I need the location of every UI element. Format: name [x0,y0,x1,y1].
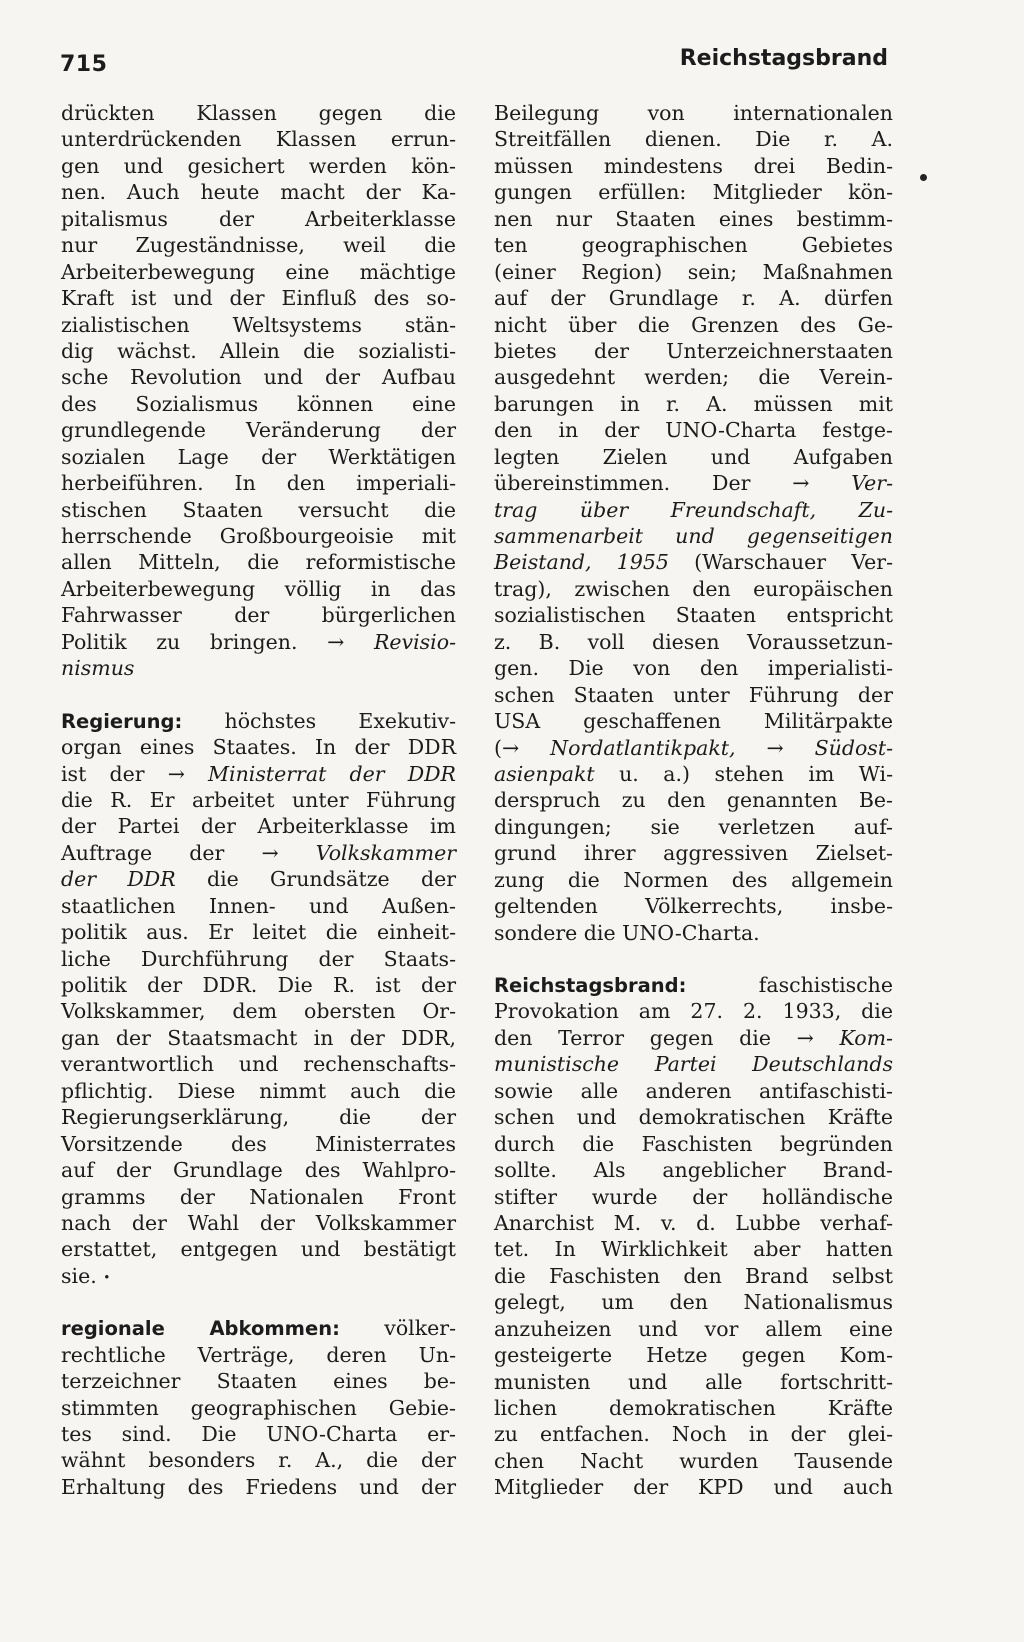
arrow-icon: → [792,471,810,496]
entry-body [494,1078,893,1501]
body-line: sche Revolution und der Aufbau [61,365,456,390]
body-line: gelegt, um den Nationalismus [494,1290,893,1315]
body-text: ( [494,735,502,760]
body-text: sie. [61,1263,97,1288]
body-line: herrschende Großbourgeoisie mit [61,524,456,548]
body-line: munisten und alle fortschritt- [494,1369,893,1394]
body-line: nicht über die Grenzen des Ge- [494,312,893,337]
cross-reference[interactable]: sammenarbeit und gegenseitigen [494,524,893,548]
body-line: unterdrückenden Klassen errun- [61,127,456,152]
body-line: nen nur Staaten eines bestimm- [494,206,893,231]
body-line: politik der DDR. Die R. ist der [61,973,456,997]
body-text: faschistische [686,973,893,997]
body-line: chen Nacht wurden Tausende [494,1448,893,1473]
body-line: zu entfachen. Noch in der glei- [494,1422,893,1447]
body-line: die Faschisten den Brand selbst [494,1263,893,1288]
body-line: Mitglieder der KPD und auch [494,1475,893,1500]
body-line: sozialistischen Staaten entspricht [494,603,893,628]
body-text: ist der [61,761,168,786]
body-line: politik aus. Er leitet die einheit- [61,920,456,945]
body-line: herbeiführen. In den imperiali- [61,471,456,496]
arrow-icon: → [502,735,520,760]
entry-body [494,100,893,470]
body-line: nen. Auch heute macht der Ka- [61,180,456,205]
arrow-icon: → [796,1025,814,1050]
cross-reference[interactable]: asienpakt [494,761,595,786]
body-line: (einer Region) sein; Maßnahmen [494,259,893,284]
body-line: sondere die UNO-Charta. [494,920,760,945]
cross-reference[interactable]: Kom- [813,1025,893,1050]
arrow-icon: → [167,761,185,786]
body-line: nur Zugeständnisse, weil die [61,233,456,258]
body-line: Volkskammer, dem obersten Or- [61,999,456,1024]
body-line: dig wächst. Allein die sozialisti- [61,338,456,363]
body-line: tes sind. Die UNO-Charta er- [61,1422,456,1446]
body-line: Fahrwasser der bürgerlichen [61,603,456,628]
body-line: sowie alle anderen antifaschisti- [494,1078,893,1103]
body-text: Auftrage der [61,840,262,865]
body-line: lichen demokratischen Kräfte [494,1396,893,1420]
body-line: pflichtig. Diese nimmt auch die [61,1078,456,1103]
entry-body [61,1342,456,1501]
body-text: die Grundsätze der [175,867,456,892]
body-line: Anarchist M. v. d. Lubbe verhaf- [494,1210,893,1235]
body-line: allen Mitteln, die reformistische [61,550,456,575]
cross-reference[interactable]: Ministerrat der DDR [184,761,456,786]
body-line: verantwortlich und rechenschafts- [61,1052,456,1077]
body-line: derspruch zu den genannten Be- [494,788,893,813]
entry-term: regionale Abkommen: [61,1317,340,1341]
body-line: Arbeiterbewegung völlig in das [61,576,456,601]
body-line: auf der Grundlage des Wahlpro- [61,1158,456,1183]
body-text: völker- [339,1316,456,1341]
entry-body [61,893,456,1263]
entry-term: Reichstagsbrand: [494,974,687,997]
cross-reference[interactable]: Südost- [783,735,893,760]
body-line: grund ihrer aggressiven Zielset- [494,841,893,866]
body-text: (Warschauer Ver- [668,550,893,575]
body-line: auf der Grundlage r. A. dürfen [494,286,893,311]
cross-reference[interactable]: trag über Freundschaft, Zu- [494,497,893,522]
body-line: zialistischen Weltsystems stän- [61,312,456,337]
body-line: den in der UNO-Charta festge- [494,418,893,443]
body-line: schen Staaten unter Führung der [494,682,893,707]
cross-reference[interactable]: munistische Partei Deutschlands [494,1052,893,1077]
body-line: müssen mindestens drei Bedin- [494,153,893,178]
body-line: tet. In Wirklichkeit aber hatten [494,1237,893,1262]
body-line: Beilegung von internationalen [494,101,893,125]
body-line: liche Durchführung der Staats- [61,946,456,971]
body-line: drückten Klassen gegen die [61,101,456,125]
entry-body [494,787,893,919]
cross-reference[interactable]: Volkskammer [278,840,456,865]
bullet-mark: • [103,1270,111,1285]
body-line: Regierungserklärung, die der [61,1105,456,1130]
body-line: die R. Er arbeitet unter Führung [61,787,456,812]
body-line: Kraft ist und der Einfluß des so- [61,286,456,311]
body-line: barungen in r. A. müssen mit [494,391,893,416]
cross-reference[interactable]: Beistand, 1955 [494,550,669,575]
body-line: legten Zielen und Aufgaben [494,444,893,469]
body-line: grundlegende Veränderung der [61,418,456,443]
arrow-icon: → [261,840,279,865]
entry-regierung [61,708,456,1290]
entry-regionale-abkommen [61,1315,456,1500]
body-line: schen und demokratischen Kräfte [494,1105,893,1130]
body-text: übereinstimmen. Der [494,471,793,496]
body-line: zung die Normen des allgemein [494,867,893,892]
body-text: den Terror gegen die [494,1025,797,1050]
body-line: geltenden Völkerrechts, insbe- [494,894,893,919]
cross-reference[interactable]: Nordatlantikpakt, [519,735,767,760]
body-line: USA geschaffenen Militärpakte [494,709,893,734]
body-line: stischen Staaten versucht die [61,497,456,522]
entry-body [494,576,893,735]
body-line: anzuheizen und vor allem eine [494,1316,893,1341]
body-line: staatlichen Innen- und Außen- [61,893,456,918]
body-line: Arbeiterbewegung eine mächtige [61,259,456,284]
body-text: höchstes Exekutiv- [182,708,456,733]
body-line: gen. Die von den imperialisti- [494,656,893,681]
cross-reference[interactable]: Ver- [809,471,893,496]
body-line: des Sozialismus können eine [61,391,456,416]
body-line: sollte. Als angeblicher Brand- [494,1158,893,1183]
body-line: gen und gesichert werden kön- [61,153,456,178]
body-line: Provokation am 27. 2. 1933, die [494,999,893,1024]
body-line: Streitfällen dienen. Die r. A. [494,127,893,152]
body-text: u. a.) stehen im Wi- [594,761,893,786]
right-column [494,100,893,1501]
body-line: stimmten geographischen Gebie- [61,1395,456,1420]
arrow-icon: → [766,735,784,760]
arrow-icon: → [327,629,345,654]
entry-reichstagsbrand [494,972,893,1501]
body-line: erstattet, entgegen und bestätigt [61,1237,456,1262]
left-column [61,100,456,1500]
body-line: Vorsitzende des Ministerrates [61,1131,456,1156]
cross-reference[interactable]: der DDR [61,867,176,892]
body-text: Politik zu bringen. [61,629,328,654]
body-line: nach der Wahl der Volkskammer [61,1210,456,1235]
cross-reference[interactable]: nismus [61,656,135,681]
body-line: organ eines Staates. In der DDR [61,735,456,760]
body-line: pitalismus der Arbeiterklasse [61,206,456,231]
body-line: rechtliche Verträge, deren Un- [61,1342,456,1367]
body-line: der Partei der Arbeiterklasse im [61,814,456,839]
body-line: gesteigerte Hetze gegen Kom- [494,1343,893,1368]
body-line: gan der Staatsmacht in der DDR, [61,1025,456,1050]
body-line: ten geographischen Gebietes [494,233,893,258]
body-line: gungen erfüllen: Mitglieder kön- [494,180,893,205]
page-number: 715 [60,52,108,77]
body-line: gramms der Nationalen Front [61,1184,456,1209]
body-line: z. B. voll diesen Voraussetzun- [494,629,893,654]
continuation-text [61,100,456,629]
body-line: sozialen Lage der Werktätigen [61,444,456,469]
body-line: trag), zwischen den europäischen [494,576,893,601]
margin-dot [920,174,927,181]
cross-reference[interactable]: Revisio- [344,629,456,654]
body-line: Erhaltung des Friedens und der [61,1474,456,1499]
body-line: bietes der Unterzeichnerstaaten [494,338,893,363]
body-line: terzeichner Staaten eines be- [61,1369,456,1394]
running-head: Reichstagsbrand [679,46,888,71]
body-line: durch die Faschisten begründen [494,1131,893,1156]
body-line: dingungen; sie verletzen auf- [494,814,893,839]
entry-term: Regierung: [61,709,183,733]
body-line: ausgedehnt werden; die Verein- [494,365,893,390]
body-line: wähnt besonders r. A., die der [61,1448,456,1473]
body-line: stifter wurde der holländische [494,1184,893,1209]
